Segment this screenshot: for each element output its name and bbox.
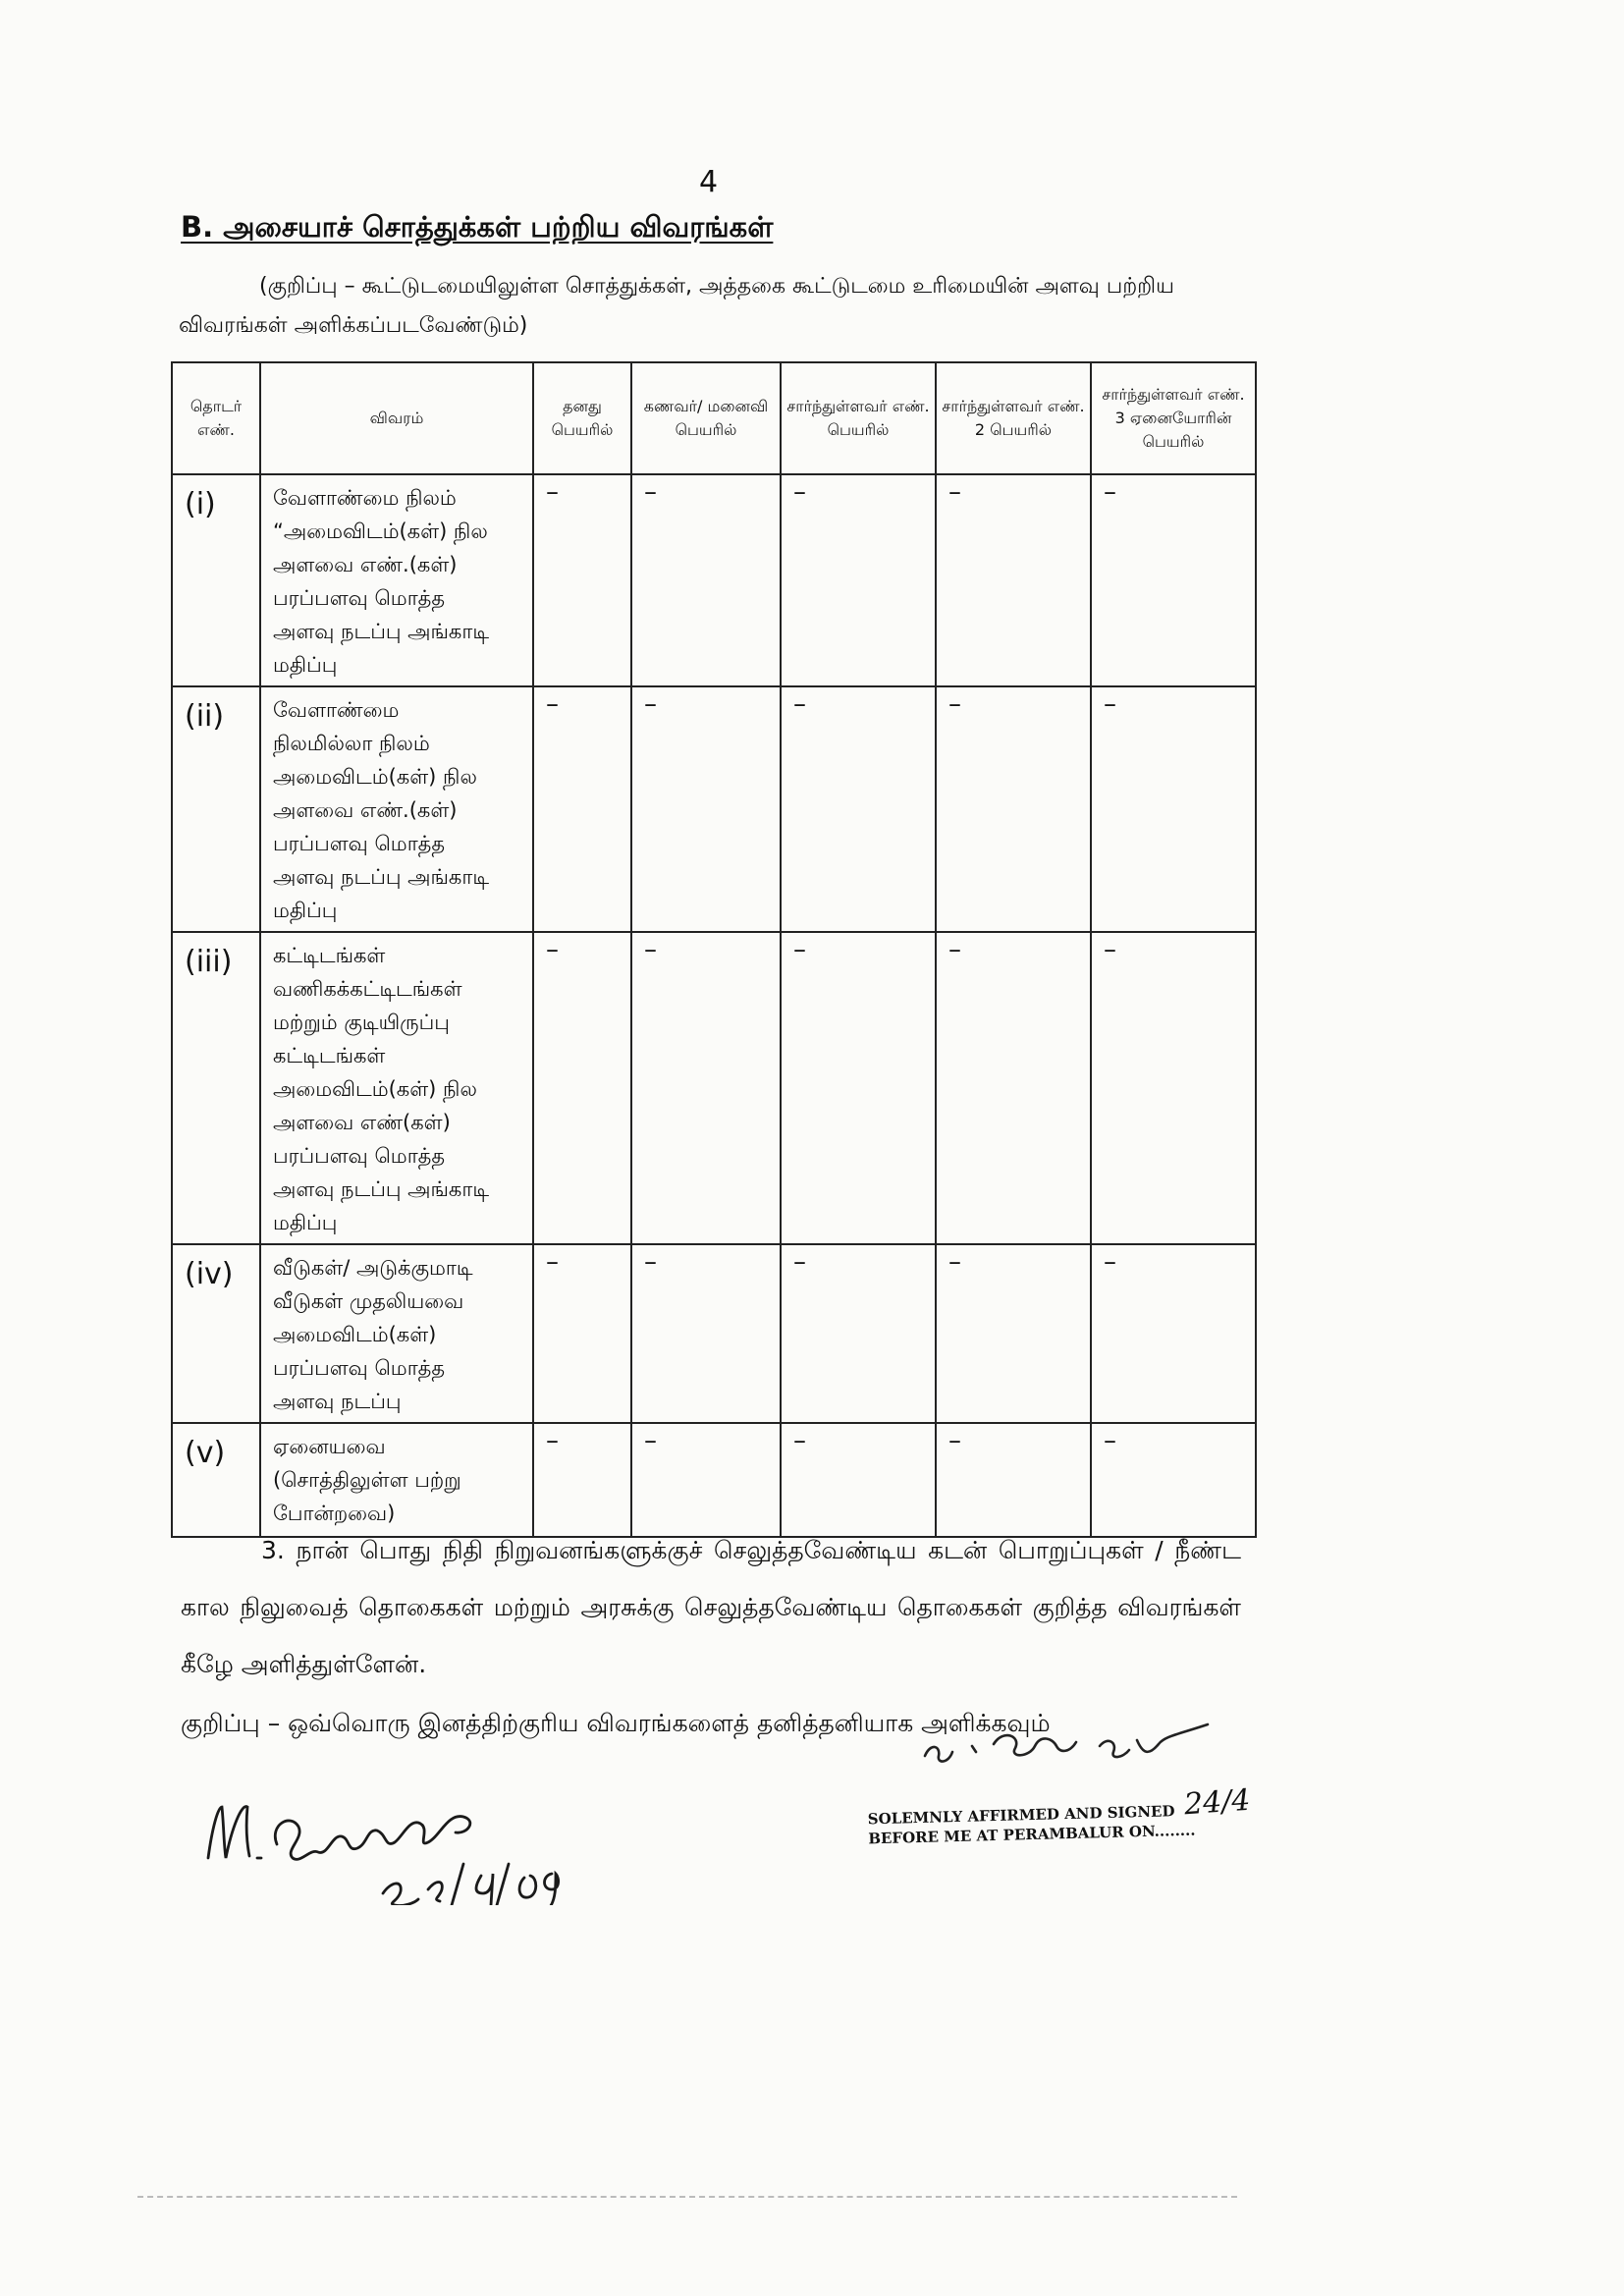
description-line: அளவு நடப்பு [273,1390,402,1413]
stamp-line-2: BEFORE ME AT PERAMBALUR ON........ [868,1821,1196,1848]
signature-right [913,1717,1227,1776]
serial-no-cell: (iii) [172,932,260,1244]
description-line: மதிப்பு [273,653,338,677]
description-line: (சொத்திலுள்ள பற்று [273,1468,461,1492]
serial-no-cell: (ii) [172,686,260,932]
description-line: மற்றும் குடியிருப்பு [273,1011,450,1034]
value-cell: – [936,1244,1091,1423]
table-body [172,474,1256,1537]
description-cell [260,1244,533,1423]
value-cell: – [533,1244,631,1423]
value-cell: – [533,932,631,1244]
value-cell: – [533,474,631,686]
value-cell: – [1091,474,1256,686]
value-cell: – [631,474,781,686]
description-line: கட்டிடங்கள் [273,1044,386,1067]
description-cell [260,1423,533,1537]
description-line: அளவு நடப்பு அங்காடி [273,620,490,643]
attestation-stamp [868,1801,1196,1849]
description-line: பரப்பளவு மொத்த [273,832,446,855]
serial-no-cell: (iv) [172,1244,260,1423]
table-row [172,1244,1256,1423]
description-line: பரப்பளவு மொத்த [273,586,446,610]
value-cell: – [1091,1423,1256,1537]
description-line: நிலமில்லா நிலம் [273,732,430,755]
description-line: அமைவிடம்(கள்) நில [273,765,477,789]
value-cell: – [936,1423,1091,1537]
description-line: அளவை எண்.(கள்) [273,553,458,576]
table-row [172,686,1256,932]
description-line: வீடுகள்/ அடுக்குமாடி [273,1256,473,1280]
value-cell: – [781,474,936,686]
signature-left [196,1768,648,1905]
value-cell: – [781,1423,936,1537]
description-line: அளவை எண்.(கள்) [273,798,458,822]
value-cell: – [781,1244,936,1423]
table-row [172,474,1256,686]
scan-artifact-line [137,2196,1237,2198]
header-dependent-1: சார்ந்துள்ளவர் எண். பெயரில் [781,362,936,474]
value-cell: – [936,474,1091,686]
description-line: வேளாண்மை நிலம் [273,486,457,510]
paragraph-3: 3. நான் பொது நிதி நிறுவனங்களுக்குச் செலுத்தவேண்டிய கடன் பொறுப்புகள் / நீண்ட கால நிலுவைத் தொகைகள் மற்றும் அரசுக்கு செலுத்தவேண்டிய தொகைகள் குறித்த விவரங்கள் கீழே அளித்துள்ளேன். [181,1536,1241,1678]
section-note: (குறிப்பு – கூட்டுடமையிலுள்ள சொத்துக்கள், அத்தகை கூட்டுடமை உரிமையின் அளவு பற்றிய விவரங்கள் அளிக்கப்படவேண்டும்) [179,274,1174,338]
serial-no-cell: (v) [172,1423,260,1537]
description-line: வேளாண்மை [273,698,400,722]
value-cell: – [1091,686,1256,932]
header-dependent-3: சார்ந்துள்ளவர் எண். 3 ஏனையோரின் பெயரில் [1091,362,1256,474]
header-spouse-name: கணவர்/ மனைவி பெயரில் [631,362,781,474]
description-cell [260,932,533,1244]
page-number: 4 [699,165,719,199]
value-cell: – [1091,1244,1256,1423]
value-cell: – [533,1423,631,1537]
value-cell: – [936,932,1091,1244]
description-line: மதிப்பு [273,899,338,922]
value-cell: – [631,1244,781,1423]
description-line: அளவு நடப்பு அங்காடி [273,1177,490,1201]
header-description: விவரம் [260,362,533,474]
description-line: பரப்பளவு மொத்த [273,1356,446,1380]
value-cell: – [631,1423,781,1537]
description-cell [260,474,533,686]
note-2: குறிப்பு – ஒவ்வொரு இனத்திற்குரிய விவரங்களைத் தனித்தனியாக அளிக்கவும் [181,1709,1051,1737]
description-line: “அமைவிடம்(கள்) நில [273,519,488,543]
description-line: ஏனையவை [273,1435,386,1458]
value-cell: – [631,686,781,932]
stamp-handwritten-date: 24/4 [1182,1782,1252,1823]
immovable-assets-table [171,361,1257,1538]
value-cell: – [781,932,936,1244]
description-cell [260,686,533,932]
description-line: அளவை எண்(கள்) [273,1111,451,1134]
table-row [172,932,1256,1244]
description-line: போன்றவை) [273,1502,396,1525]
value-cell: – [631,932,781,1244]
table-header-row [172,362,1256,474]
description-line: அளவு நடப்பு அங்காடி [273,865,490,889]
header-serial-no: தொடர் எண். [172,362,260,474]
description-line: பரப்பளவு மொத்த [273,1144,446,1168]
value-cell: – [781,686,936,932]
header-self-name: தனது பெயரில் [533,362,631,474]
description-line: அமைவிடம்(கள்) நில [273,1077,477,1101]
description-line: கட்டிடங்கள் [273,944,386,967]
description-line: வணிகக்கட்டிடங்கள் [273,977,462,1001]
value-cell: – [936,686,1091,932]
serial-no-cell: (i) [172,474,260,686]
header-dependent-2: சார்ந்துள்ளவர் எண். 2 பெயரில் [936,362,1091,474]
description-line: வீடுகள் முதலியவை [273,1289,464,1313]
table-row [172,1423,1256,1537]
description-line: அமைவிடம்(கள்) [273,1323,437,1346]
value-cell: – [533,686,631,932]
value-cell: – [1091,932,1256,1244]
description-line: மதிப்பு [273,1211,338,1234]
stamp-line-1: SOLEMNLY AFFIRMED AND SIGNED [867,1802,1175,1829]
section-title: B. அசையாச் சொத்துக்கள் பற்றிய விவரங்கள் [181,210,774,244]
